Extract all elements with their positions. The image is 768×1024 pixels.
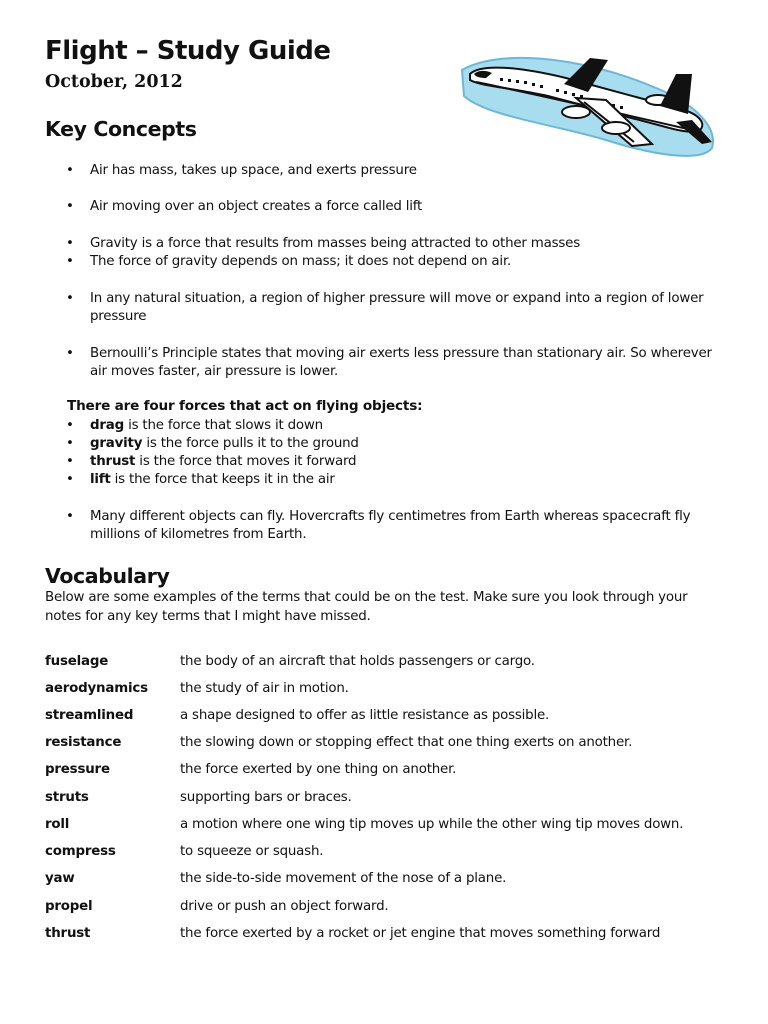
vocab-row: thrust the force exerted by a rocket or jet engine that moves something forward: [45, 926, 661, 941]
page-date: October, 2012: [45, 72, 183, 92]
study-guide-page: Flight – Study Guide October, 2012 Key Concepts • Air has mass, takes up space, and exerts pressure • Air moving over an object creates a force called lift • Gravity is a force that results from masses being attracted to other masses • The force of gravity depends on mass; it does not depend on air. • In any natural situation, a region of higher pressure will move or expand into a region of lower pressure • Bernoulli’s Principle states that moving air exerts less pressure than stationary air. So wherever air moves faster, air pressure is lower. There are four forces that act on flying objects: • drag is the force that slows it down • gravity is the force pulls it to the ground • thrust is the force that moves it forward • lift is the force that keeps it in the air • Many different objects can fly. Hovercrafts fly centimetres from Earth whereas spacecraft fly millions of kilometres from Earth. Vocabulary Below are some examples of the terms that could be on the test. Make sure you look through your notes for any key terms that I might have missed. fuselage the body of an aircraft that holds passengers or cargo. aerodynamics the study of air in motion. streamlined a shape designed to offer as little resistance as possible. resistance the slowing down or stopping effect that one thing exerts on another. pressure the force exerted by one thing on another. struts supporting bars or braces. roll a motion where one wing tip moves up while the other wing tip moves down. compress to squeeze or squash. yaw the side-to-side movement of the nose of a plane. propel drive or push an object forward. thrust the force exerted by a rocket or jet engine that moves something forward: [0, 0, 768, 1024]
vocab-row: propel drive or push an object forward.: [45, 899, 389, 914]
bullet-icon: •: [66, 418, 74, 433]
vocab-row: resistance the slowing down or stopping effect that one thing exerts on another.: [45, 735, 633, 750]
bullet-icon: •: [66, 236, 74, 251]
vocab-row: aerodynamics the study of air in motion.: [45, 681, 349, 696]
vocab-row: streamlined a shape designed to offer as little resistance as possible.: [45, 708, 550, 723]
bullet-icon: •: [66, 509, 74, 524]
forces-heading: There are four forces that act on flying objects:: [67, 398, 423, 414]
vocab-row: yaw the side-to-side movement of the nose of a plane.: [45, 871, 507, 886]
vocab-row: roll a motion where one wing tip moves up while the other wing tip moves down.: [45, 817, 684, 832]
airplane-icon: [456, 44, 720, 162]
vocab-row: fuselage the body of an aircraft that holds passengers or cargo.: [45, 654, 535, 669]
vocab-row: compress to squeeze or squash.: [45, 844, 324, 859]
bullet-icon: •: [66, 199, 74, 214]
vocab-row: struts supporting bars or braces.: [45, 790, 352, 805]
bullet-icon: •: [66, 163, 74, 178]
bullet-icon: •: [66, 254, 74, 269]
bullet-icon: •: [66, 346, 74, 361]
vocabulary-intro: Below are some examples of the terms that could be on the test. Make sure you look through your notes for any key terms that I might have missed.: [45, 590, 688, 624]
page-title: Flight – Study Guide: [45, 36, 331, 66]
bullet-icon: •: [66, 436, 74, 451]
key-concepts-heading: Key Concepts: [45, 117, 197, 141]
vocab-row: pressure the force exerted by one thing on another.: [45, 762, 457, 777]
bullet-icon: •: [66, 454, 74, 469]
bullet-icon: •: [66, 472, 74, 487]
vocabulary-heading: Vocabulary: [45, 564, 170, 588]
bullet-icon: •: [66, 291, 74, 306]
